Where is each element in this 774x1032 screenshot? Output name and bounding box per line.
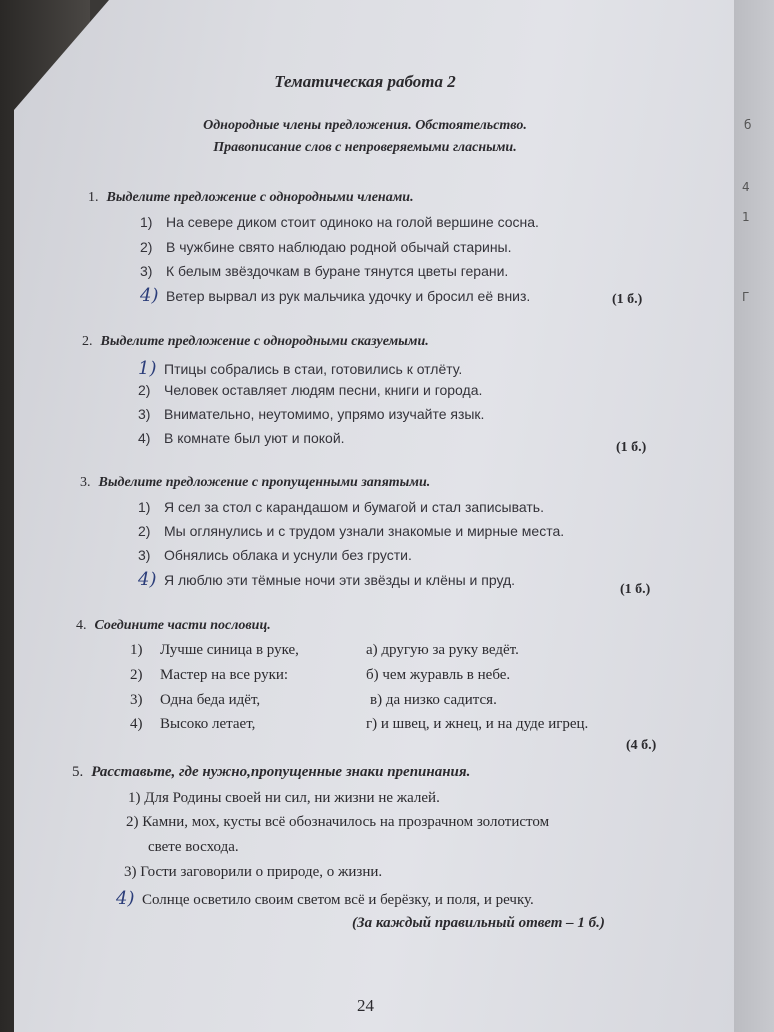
q5-item-2: 2) Камни, мох, кусты всё обозначилось на прозрачном золотистом [126, 814, 550, 830]
q1-option-4: 4) Ветер вырвал из рук мальчика удочку и бросил её вниз. [140, 285, 531, 306]
q5-item-4: 4) Солнце осветило своим светом всё и берёзку, и поля, и речку. [116, 888, 534, 909]
handwritten-answer-mark: 4) [138, 569, 157, 590]
q4-right-a: а) другую за руку ведёт. [366, 642, 519, 658]
q4-score: (4 б.) [626, 738, 657, 753]
subtitle-line-1: Однородные члены предложения. Обстоятельство. [203, 118, 527, 133]
q3-option-1: 1) Я сел за стол с карандашом и бумагой и стал записывать. [138, 499, 544, 515]
q1-option-2: 2) В чужбине свято наблюдаю родной обычай старины. [140, 239, 512, 255]
q4-left-2: 2) Мастер на все руки: [130, 667, 289, 683]
q5-item-3: 3) Гости заговорили о природе, о жизни. [124, 864, 383, 880]
q1-option-1: 1) На севере диком стоит одиноко на голой вершине сосна. [140, 214, 539, 230]
q5-item-1: 1) Для Родины своей ни сил, ни жизни не жалей. [128, 790, 440, 806]
question-1-title [88, 190, 414, 206]
q4-left-3: 3) Одна беда идёт, [130, 692, 261, 708]
subtitle-line-2: Правописание слов с непроверяемыми гласными. [213, 140, 517, 155]
handwritten-answer-mark: 4) [116, 888, 135, 909]
q3-score: (1 б.) [620, 582, 651, 597]
page-number: 24 [357, 996, 374, 1015]
question-4-title: 4. Соедините части пословиц. [76, 618, 271, 633]
q2-option-3: 3) Внимательно, неутомимо, упрямо изучайте язык. [138, 406, 485, 422]
q1-option-3: 3) К белым звёздочкам в буране тянутся цветы герани. [140, 263, 509, 279]
adjacent-page-edge: б 4 1 Г [728, 0, 774, 1032]
q2-option-4: 4) В комнате был уют и покой. [138, 430, 345, 446]
q4-left-1: 1) Лучше синица в руке, [130, 642, 299, 658]
q4-left-4: 4) Высоко летает, [130, 716, 256, 732]
q3-option-2: 2) Мы оглянулись и с трудом узнали знакомые и мирные места. [138, 523, 565, 539]
q1-score: (1 б.) [612, 292, 643, 307]
question-number: 1. [88, 190, 99, 205]
q5-scoring-note: (За каждый правильный ответ – 1 б.) [352, 915, 605, 931]
handwritten-answer-mark: 1) [138, 358, 157, 379]
q3-option-4: 4) Я люблю эти тёмные ночи эти звёзды и клёны и пруд. [138, 569, 516, 590]
q4-right-b: б) чем журавль в небе. [366, 667, 511, 683]
handwritten-answer-mark: 4) [140, 285, 159, 306]
q5-item-2-continued: свете восхода. [148, 839, 239, 855]
q4-right-d: г) и швец, и жнец, и на дуде игрец. [366, 716, 589, 732]
question-5-title: 5. Расставьте, где нужно,пропущенные знаки препинания. [72, 764, 471, 780]
q2-option-2: 2) Человек оставляет людям песни, книги и города. [138, 382, 483, 398]
q2-score: (1 б.) [616, 440, 647, 455]
question-2-title: 2. Выделите предложение с однородными сказуемыми. [82, 334, 429, 349]
q4-right-c: в) да низко садится. [370, 692, 497, 708]
question-text: Выделите предложение с однородными членами. [106, 190, 414, 205]
q3-option-3: 3) Обнялись облака и уснули без грусти. [138, 547, 412, 563]
page-title: Тематическая работа 2 [274, 72, 456, 91]
q2-option-1: 1) Птицы собрались в стаи, готовились к отлёту. [138, 358, 463, 379]
question-3-title: 3. Выделите предложение с пропущенными запятыми. [80, 475, 431, 490]
